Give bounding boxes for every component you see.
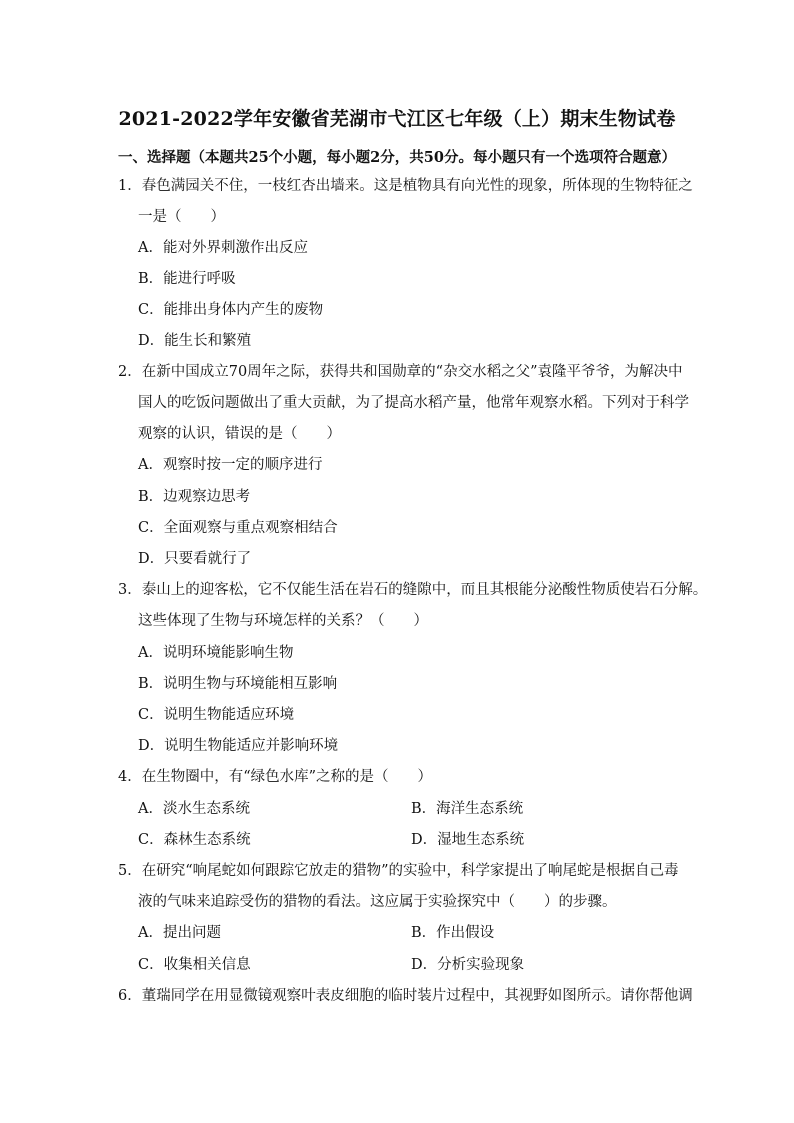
question-1-option-b: B．能进行呼吸 [138, 271, 236, 287]
question-2-stem-line-2: 国人的吃饭问题做出了重大贡献，为了提高水稻产量，他常年观察水稻。下列对于科学 [138, 395, 689, 411]
question-1-option-d: D．能生长和繁殖 [138, 333, 252, 349]
question-3-stem-line-2: 这些体现了生物与环境怎样的关系？（ ） [138, 613, 428, 629]
question-5-stem-line-2: 液的气味来追踪受伤的猎物的看法。这应属于实验探究中（ ）的步骤。 [138, 894, 617, 910]
question-1-stem-line-1: 1．春色满园关不住，一枝红杏出墙来。这是植物具有向光性的现象，所体现的生物特征之 [118, 178, 693, 194]
question-2-option-a: A．观察时按一定的顺序进行 [138, 457, 323, 473]
question-5-option-c: C．收集相关信息 [138, 957, 251, 973]
question-6-stem-line-1: 6．董瑞同学在用显微镜观察叶表皮细胞的临时装片过程中，其视野如图所示。请你帮他调 [118, 988, 693, 1004]
question-1-option-c: C．能排出身体内产生的废物 [138, 302, 324, 318]
question-3-option-d: D．说明生物能适应并影响环境 [138, 738, 339, 754]
question-4-option-a: A．淡水生态系统 [138, 801, 250, 817]
question-1-stem-line-2: 一是（ ） [138, 209, 225, 225]
question-5-option-b: B．作出假设 [411, 925, 495, 941]
question-4-option-b: B．海洋生态系统 [411, 801, 524, 817]
question-3-option-a: A．说明环境能影响生物 [138, 645, 294, 661]
question-4-stem-line-1: 4．在生物圈中，有“绿色水库”之称的是（ ） [118, 769, 433, 785]
page-title: 2021-2022学年安徽省芜湖市弋江区七年级（上）期末生物试卷 [118, 108, 676, 130]
question-4-option-d: D．湿地生态系统 [411, 832, 525, 848]
question-2-option-c: C．全面观察与重点观察相结合 [138, 520, 338, 536]
question-2-option-d: D．只要看就行了 [138, 551, 252, 567]
question-4-option-c: C．森林生态系统 [138, 832, 251, 848]
question-3-stem-line-1: 3．泰山上的迎客松，它不仅能生活在岩石的缝隙中，而且其根能分泌酸性物质使岩石分解。 [118, 582, 708, 598]
question-2-option-b: B．边观察边思考 [138, 489, 251, 505]
question-3-option-b: B．说明生物与环境能相互影响 [138, 676, 338, 692]
question-1-option-a: A．能对外界刺激作出反应 [138, 240, 308, 256]
question-5-option-a: A．提出问题 [138, 925, 221, 941]
section-heading: 一、选择题（本题共25个小题，每小题2分，共50分。每小题只有一个选项符合题意） [118, 149, 676, 166]
question-5-option-d: D．分析实验现象 [411, 957, 525, 973]
question-2-stem-line-3: 观察的认识，错误的是（ ） [138, 426, 341, 442]
question-5-stem-line-1: 5．在研究“响尾蛇如何跟踪它放走的猎物”的实验中，科学家提出了响尾蛇是根据自己毒 [118, 863, 679, 879]
question-3-option-c: C．说明生物能适应环境 [138, 707, 295, 723]
question-2-stem-line-1: 2．在新中国成立70周年之际，获得共和国勋章的“杂交水稻之父”袁隆平爷爷，为解决中 [118, 364, 683, 380]
